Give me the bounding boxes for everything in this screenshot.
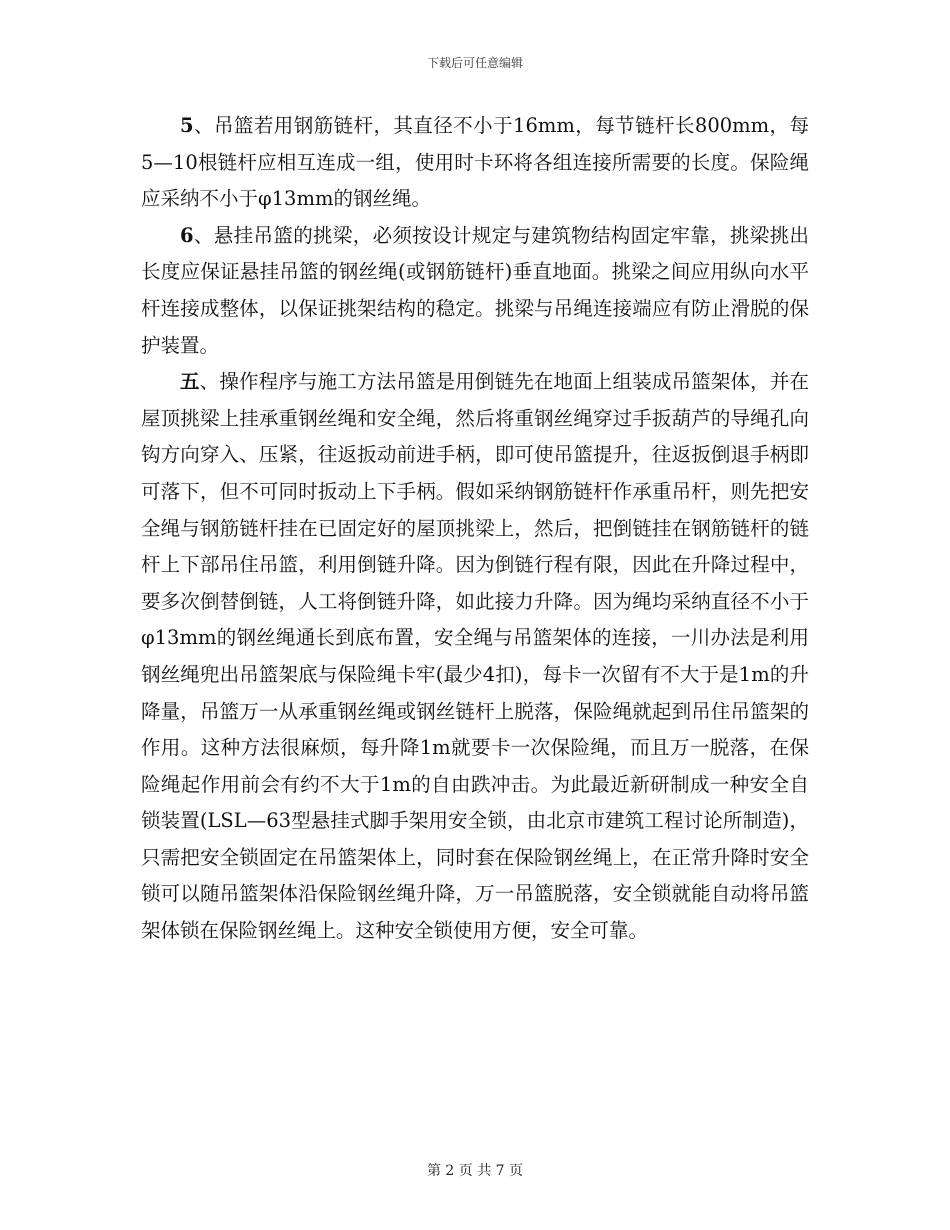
document-body <box>141 108 809 950</box>
paragraph-section-5 <box>141 364 809 950</box>
paragraph-text: 、吊篮若用钢筋链杆，其直径不小于16mm，每节链杆长800mm，每5—10根链杆应相互连成一组，使用时卡环将各组连接所需要的长度。保险绳应采纳不小于φ13mm的钢丝绳。 <box>141 114 809 211</box>
paragraph-text: 、操作程序与施工方法吊篮是用倒链先在地面上组装成吊篮架体，并在屋顶挑梁上挂承重钢丝绳和安全绳，然后将重钢丝绳穿过手扳葫芦的导绳孔向钩方向穿入、压紧，往返扳动前进手柄，即可使吊篮提升，往返扳倒退手柄即可落下，但不可同时扳动上下手柄。假如采纳钢筋链杆作承重吊杆，则先把安全绳与钢筋链杆挂在已固定好的屋顶挑梁上，然后，把倒链挂在钢筋链杆的链杆上下部吊住吊篮，利用倒链升降。因为倒链行程有限，因此在升降过程中，要多次倒替倒链，人工将倒链升降，如此接力升降。因为绳均采纳直径不小于φ13mm的钢丝绳通长到底布置，安全绳与吊篮架体的连接，一川办法是利用钢丝绳兜出吊篮架底与保险绳卡牢(最少4扣)，每卡一次留有不大于是1m的升降量，吊篮万一从承重钢丝绳或钢丝链杆上脱落，保险绳就起到吊住吊篮架的作用。这种方法很麻烦，每升降1m就要卡一次保险绳，而且万一脱落，在保险绳起作用前会有约不大于1m的自由跌冲击。为此最近新研制成一种安全自锁装置(LSL—63型悬挂式脚手架用安全锁，由北京市建筑工程讨论所制造)，只需把安全锁固定在吊篮架体上，同时套在保险钢丝绳上，在正常升降时安全锁可以随吊篮架体沿保险钢丝绳升降，万一吊篮脱落，安全锁就能自动将吊篮架体锁在保险钢丝绳上。这种安全锁使用方便，安全可靠。 <box>141 370 809 943</box>
paragraph-text: 、悬挂吊篮的挑梁，必须按设计规定与建筑物结构固定牢靠，挑梁挑出长度应保证悬挂吊篮的钢丝绳(或钢筋链杆)垂直地面。挑梁之间应用纵向水平杆连接成整体，以保证挑架结构的稳定。挑梁与吊绳连接端应有防止滑脱的保护装置。 <box>141 223 809 357</box>
page-footer: 第 2 页 共 7 页 <box>426 1163 524 1179</box>
page-header: 下载后可任意编辑 <box>426 56 523 70</box>
section-number: 五 <box>180 370 200 394</box>
paragraph-number: 6 <box>180 223 194 247</box>
paragraph-number: 5 <box>180 114 194 137</box>
paragraph-5 <box>141 108 809 218</box>
paragraph-6 <box>141 218 809 364</box>
